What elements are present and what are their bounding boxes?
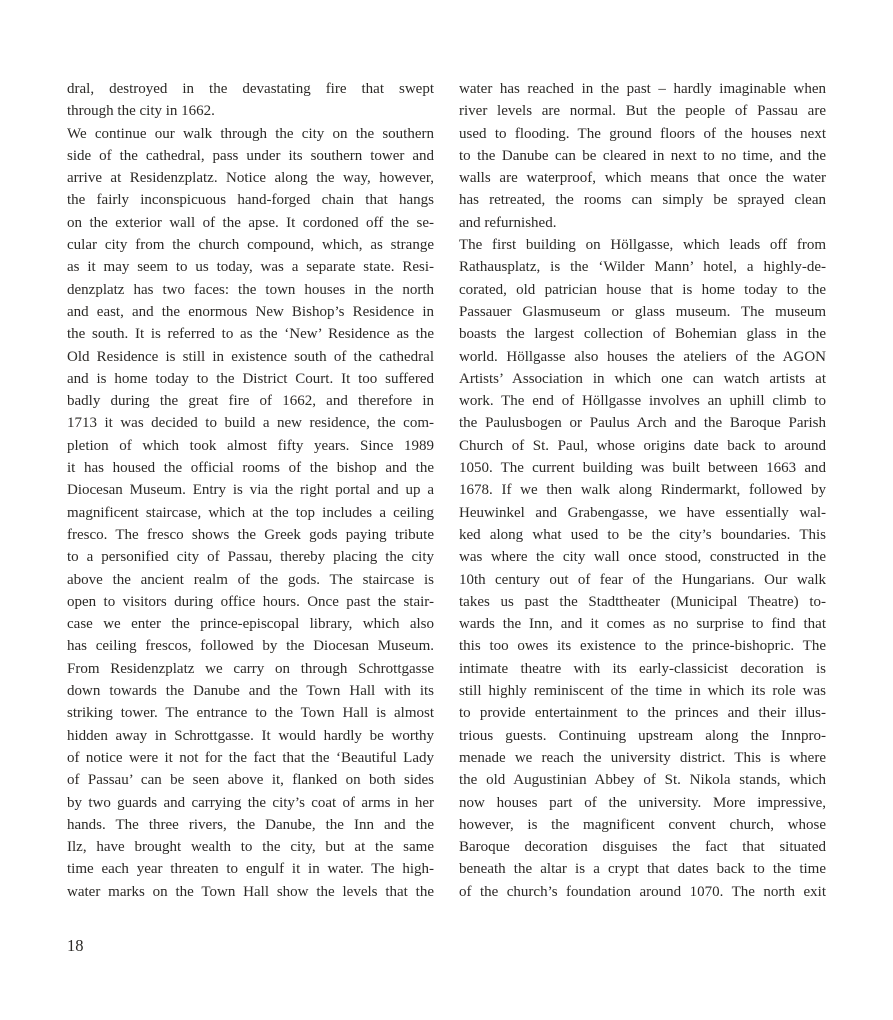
text-line: dral, destroyed in the devastating fire that swept: [67, 81, 434, 97]
text-line: badly during the great fire of 1662, and therefore in: [67, 393, 434, 410]
text-line: case we enter the prince-episcopal library, which also: [67, 616, 434, 633]
text-line: hands. The three rivers, the Danube, the Inn and the: [67, 816, 434, 833]
text-line: Heuwinkel and Grabengasse, we have essentially wal-: [459, 504, 826, 521]
text-line: corated, old patrician house that is home today to the: [459, 281, 826, 298]
text-line: it has housed the official rooms of the bishop and the: [67, 460, 434, 477]
text-column-right: [459, 78, 826, 903]
text-line: arrive at Residenzplatz. Notice along the way, however,: [67, 170, 434, 187]
text-line: open to visitors during office hours. Once past the stair-: [67, 593, 434, 610]
text-line: We continue our walk through the city on the southern: [67, 125, 434, 142]
text-line: to a personified city of Passau, thereby placing the city: [67, 549, 434, 566]
text-line: cular city from the church compound, which, as strange: [67, 237, 434, 254]
text-line: the fairly inconspicuous hand-forged chain that hangs: [67, 192, 434, 209]
text-line: and refurnished.: [459, 214, 557, 231]
text-line: hidden away in Schrottgasse. It would hardly be worthy: [67, 727, 434, 744]
text-line: of the church’s foundation around 1070. The north exit: [459, 883, 826, 900]
text-line: and is home today to the District Court. It too suffered: [67, 370, 434, 387]
text-line: Diocesan Museum. Entry is via the right portal and up a: [67, 482, 434, 499]
text-line: From Residenzplatz we carry on through Schrottgasse: [67, 660, 434, 677]
text-line: the south. It is referred to as the ‘New’ Residence as the: [67, 326, 434, 343]
text-line: above the ancient realm of the gods. The staircase is: [67, 571, 434, 588]
text-line: river levels are normal. But the people of Passau are: [459, 103, 826, 120]
text-line: side of the cathedral, pass under its southern tower and: [67, 147, 434, 164]
text-line: of Passau’ can be seen above it, flanked on both sides: [67, 772, 434, 789]
text-line: down towards the Danube and the Town Hall with its: [67, 683, 434, 700]
text-line: was where the city wall once stood, constructed in the: [459, 549, 826, 566]
text-line: through the city in 1662.: [67, 103, 215, 120]
text-line: 1713 it was decided to build a new residence, the com-: [67, 415, 434, 432]
text-line: water marks on the Town Hall show the levels that the: [67, 883, 434, 900]
text-line: on the exterior wall of the apse. It cordoned off the se-: [67, 214, 434, 231]
text-line: magnificent staircase, which at the top includes a ceiling: [67, 504, 434, 521]
text-line: wards the Inn, and it comes as no surprise to find that: [459, 616, 826, 633]
text-line: 1678. If we then walk along Rindermarkt, followed by: [459, 482, 826, 499]
text-line: Rathausplatz, is the ‘Wilder Mann’ hotel, a highly-de-: [459, 259, 826, 276]
text-line: beneath the altar is a crypt that dates back to the time: [459, 861, 826, 878]
text-line: still highly reminiscent of the time in which its role was: [459, 683, 826, 700]
text-line: has ceiling frescos, followed by the Diocesan Museum.: [67, 638, 434, 655]
text-line: pletion of which took almost fifty years. Since 1989: [67, 437, 434, 454]
text-line: takes us past the Stadttheater (Municipal Theatre) to-: [459, 593, 826, 610]
text-line: by two guards and carrying the city’s coat of arms in her: [67, 794, 434, 811]
text-line: trious guests. Continuing upstream along the Innpro-: [459, 727, 826, 744]
text-line: to provide entertainment to the princes and their illus-: [459, 705, 826, 722]
text-line: boasts the largest collection of Bohemian glass in the: [459, 326, 826, 343]
text-line: and east, and the enormous New Bishop’s Residence in: [67, 303, 434, 320]
text-line: work. The end of Höllgasse involves an uphill climb to: [459, 393, 826, 410]
text-line: used to flooding. The ground floors of the houses next: [459, 125, 826, 142]
text-line: Baroque decoration disguises the fact that situated: [459, 839, 826, 856]
text-line: has retreated, the rooms can simply be sprayed clean: [459, 192, 826, 209]
text-line: intimate theatre with its early-classicist decoration is: [459, 660, 826, 677]
page-number: 18: [67, 936, 84, 955]
text-line: Ilz, have brought wealth to the city, but at the same: [67, 839, 434, 856]
text-line: world. Höllgasse also houses the ateliers of the AGON: [459, 348, 826, 365]
text-line: Church of St. Paul, whose origins date back to around: [459, 437, 826, 454]
text-line: time each year threaten to engulf it in water. The high-: [67, 861, 434, 878]
text-line: to the Danube can be cleared in next to no time, and the: [459, 147, 826, 164]
text-line: 10th century out of fear of the Hungarians. Our walk: [459, 571, 826, 588]
text-line: Artists’ Association in which one can watch artists at: [459, 370, 826, 387]
text-line: walls are waterproof, which means that once the water: [459, 170, 826, 187]
text-line: The first building on Höllgasse, which leads off from: [459, 237, 826, 254]
text-line: the Paulusbogen or Paulus Arch and the Baroque Parish: [459, 415, 826, 432]
text-line: Passauer Glasmuseum or glass museum. The museum: [459, 303, 826, 320]
text-line: Old Residence is still in existence south of the cathedral: [67, 348, 434, 365]
text-line: striking tower. The entrance to the Town Hall is almost: [67, 705, 434, 722]
text-line: 1050. The current building was built between 1663 and: [459, 460, 826, 477]
text-line: the old Augustinian Abbey of St. Nikola stands, which: [459, 772, 826, 789]
text-column-left: [67, 78, 434, 903]
text-line: however, is the magnificent convent church, whose: [459, 816, 826, 833]
text-line: now houses part of the university. More impressive,: [459, 794, 826, 811]
text-line: ked along what used to be the city’s boundaries. This: [459, 526, 826, 543]
text-line: fresco. The fresco shows the Greek gods paying tribute: [67, 526, 434, 543]
text-line: of notice were it not for the fact that the ‘Beautiful Lady: [67, 749, 434, 766]
text-line: this too owes its existence to the prince-bishopric. The: [459, 638, 826, 655]
text-line: denzplatz has two faces: the town houses in the north: [67, 281, 434, 298]
text-line: as it may seem to us today, was a separate state. Resi-: [67, 259, 434, 276]
text-line: water has reached in the past – hardly imaginable when: [459, 81, 826, 97]
text-line: menade we reach the university district. This is where: [459, 749, 826, 766]
